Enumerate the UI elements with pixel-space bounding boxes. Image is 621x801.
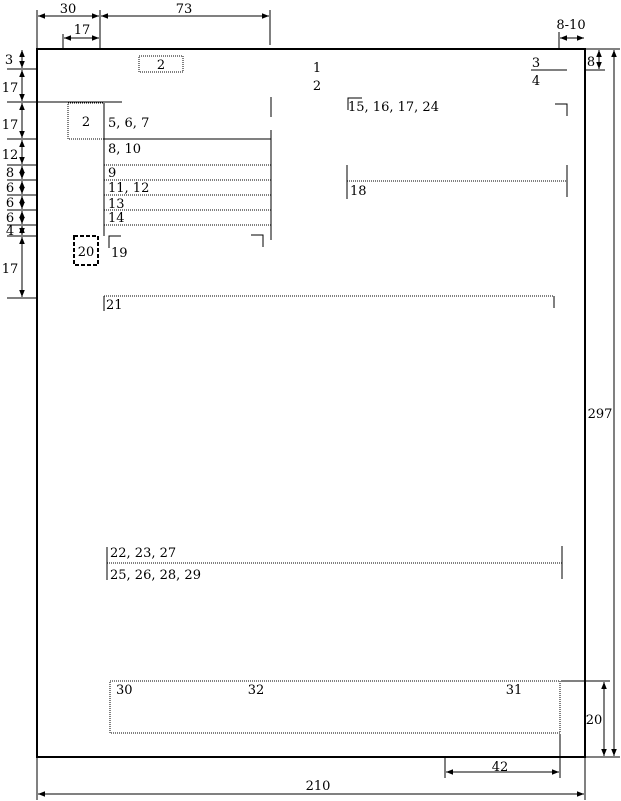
- dim-footer-width-label: 42: [491, 760, 509, 775]
- dim-inner-offset-label: 17: [73, 23, 91, 38]
- field-5-6-7: 5, 6, 7: [108, 116, 150, 131]
- dim-top-right-gap-label: 8-10: [556, 18, 586, 33]
- field-9: 9: [108, 166, 117, 181]
- field-2-left: 2: [81, 115, 91, 130]
- field-2-center: 2: [312, 79, 322, 94]
- field-14: 14: [108, 211, 125, 226]
- dim-v-6a-label: 6: [5, 181, 15, 196]
- field-11-12: 11, 12: [108, 181, 150, 196]
- field-8-10: 8, 10: [108, 142, 142, 157]
- field-21: 21: [106, 298, 123, 313]
- dim-v-17a-label: 17: [1, 81, 19, 96]
- field-30: 30: [116, 683, 133, 698]
- dim-v-6b-label: 6: [5, 196, 15, 211]
- dim-v-17b-label: 17: [1, 118, 19, 133]
- dim-top-right-small-label: 8: [586, 55, 596, 70]
- dim-v-12-label: 12: [1, 148, 19, 163]
- field-25-26-28-29: 25, 26, 28, 29: [110, 568, 201, 583]
- dim-footer-height-label: 20: [585, 713, 603, 728]
- dim-height-label: 297: [587, 407, 613, 422]
- field-3: 3: [531, 56, 541, 71]
- field-1: 1: [312, 61, 322, 76]
- field-2-top: 2: [156, 58, 166, 73]
- dim-v-8-label: 8: [5, 166, 15, 181]
- dim-header-width-label: 73: [175, 2, 193, 17]
- field-4: 4: [531, 74, 541, 89]
- field-20: 20: [77, 245, 95, 260]
- dim-left-margin-label: 30: [59, 2, 77, 17]
- dim-v-6c-label: 6: [5, 211, 15, 226]
- field-31: 31: [505, 683, 523, 698]
- field-22-23-27: 22, 23, 27: [110, 546, 177, 561]
- dim-v-3-label: 3: [4, 53, 14, 68]
- field-13: 13: [108, 197, 125, 212]
- field-18: 18: [350, 184, 367, 199]
- field-32: 32: [247, 683, 265, 698]
- field-19: 19: [111, 246, 128, 261]
- dim-v-4-label: 4: [5, 224, 15, 239]
- field-15-16-17-24: 15, 16, 17, 24: [348, 100, 439, 115]
- dim-v-17c-label: 17: [1, 262, 19, 277]
- dim-width-label: 210: [305, 779, 331, 794]
